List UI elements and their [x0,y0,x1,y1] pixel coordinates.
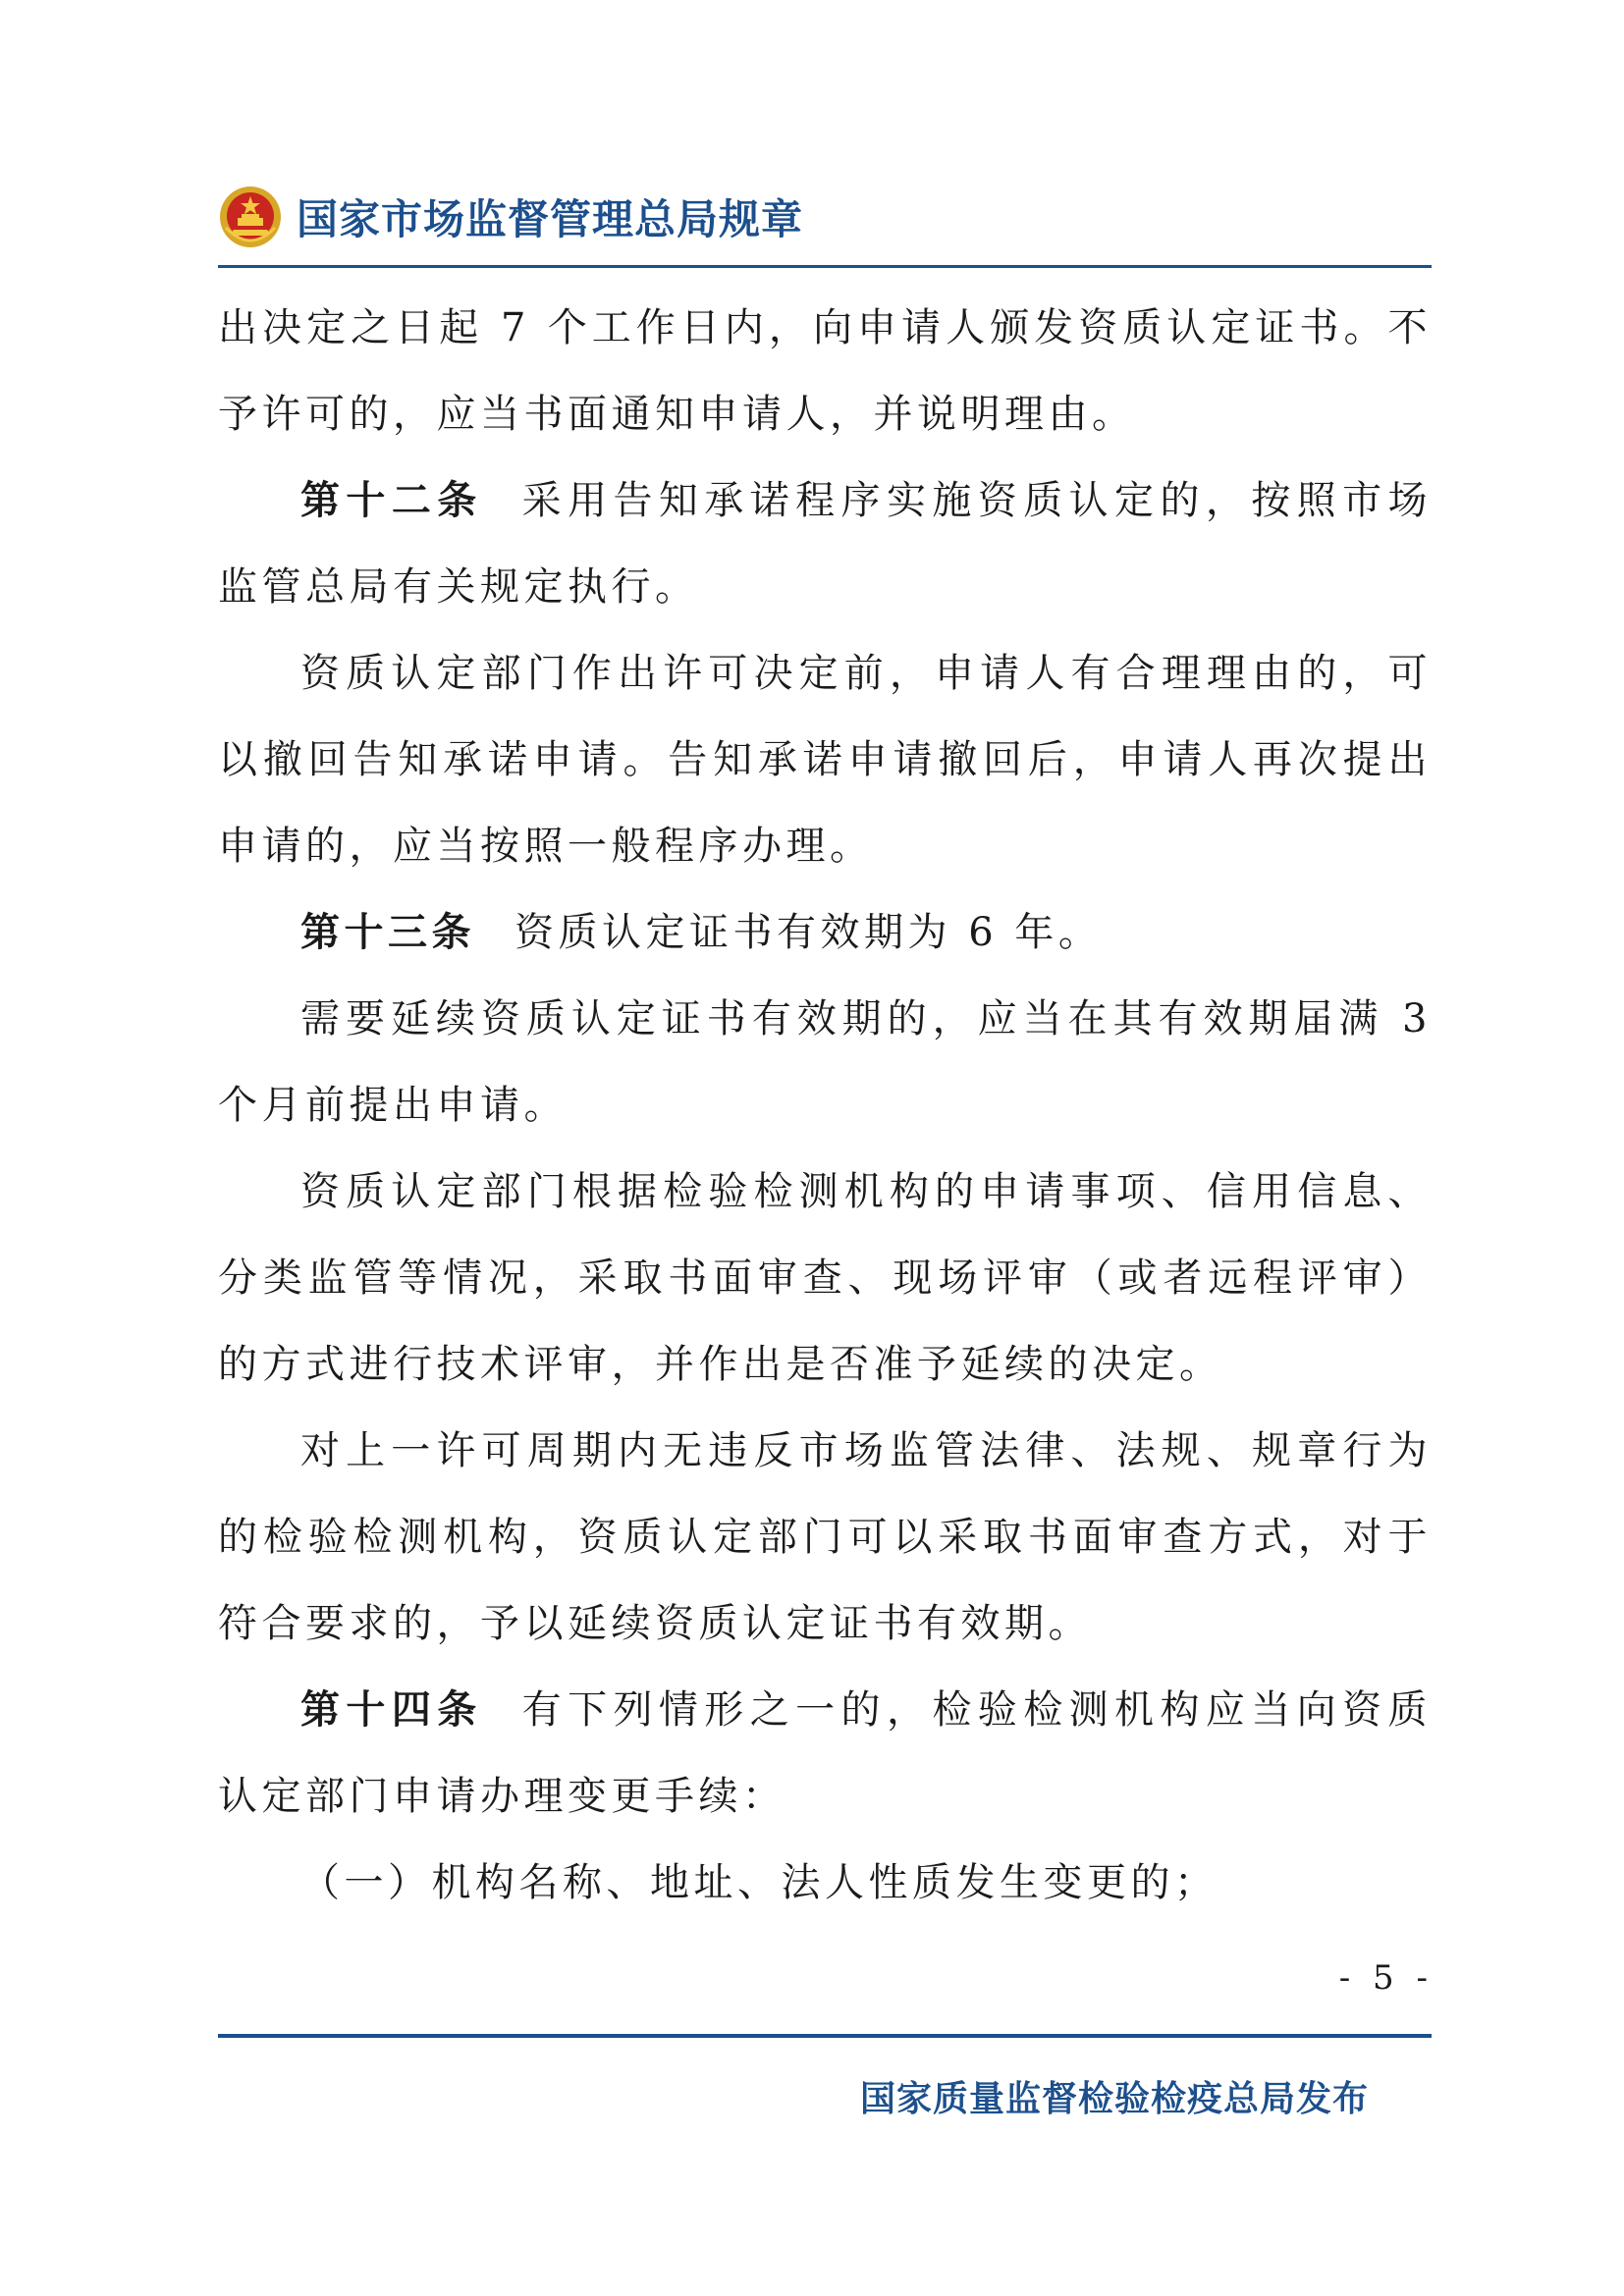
footer-divider [218,2034,1432,2038]
paragraph-text: 有下列情形之一的，检验检测机构应当向资质认定部门申请办理变更手续： [218,1687,1433,1819]
page-number: - 5 - [1338,1958,1434,1998]
national-emblem-icon [218,185,283,249]
paragraph [218,976,1432,1148]
paragraph-text: 需要延续资质认定证书有效期的，应当在其有效期届满 3 个月前提出申请。 [218,996,1432,1128]
paragraph [218,1148,1432,1408]
paragraph-text: 对上一许可周期内无违反市场监管法律、法规、规章行为的检验检测机构，资质认定部门可以采取书面审查方式，对于符合要求的，予以延续资质认定证书有效期。 [218,1428,1432,1646]
page-header [218,173,803,261]
article-number: 第十二条 [300,478,483,523]
article-number: 第十三条 [300,910,475,955]
paragraph-text: 出决定之日起 7 个工作日内，向申请人颁发资质认定证书。不予许可的，应当书面通知申请人，并说明理由。 [218,305,1432,437]
paragraph [218,1408,1432,1667]
paragraph-text: 资质认定部门根据检验检测机构的申请事项、信用信息、分类监管等情况，采取书面审查、现场评审（或者远程评审）的方式进行技术评审，并作出是否准予延续的决定。 [218,1169,1432,1387]
paragraph [218,1667,1432,1840]
paragraph [218,457,1432,630]
paragraph [218,1840,1432,1926]
header-title: 国家市场监督管理总局规章 [297,195,804,243]
paragraph [218,285,1432,457]
paragraph-text: 资质认定证书有效期为 6 年。 [514,910,1103,955]
paragraph-text: （一）机构名称、地址、法人性质发生变更的； [300,1860,1218,1905]
article-number: 第十四条 [300,1687,483,1733]
paragraph [218,630,1432,889]
footer-publisher: 国家质量监督检验检疫总局发布 [859,2079,1369,2119]
paragraph [218,889,1432,976]
paragraph-text: 资质认定部门作出许可决定前，申请人有合理理由的，可以撤回告知承诺申请。告知承诺申请撤回后，申请人再次提出申请的，应当按照一般程序办理。 [218,651,1432,869]
document-body [218,285,1432,1926]
header-divider [218,265,1432,268]
paragraph-text: 采用告知承诺程序实施资质认定的，按照市场监管总局有关规定执行。 [218,478,1433,610]
